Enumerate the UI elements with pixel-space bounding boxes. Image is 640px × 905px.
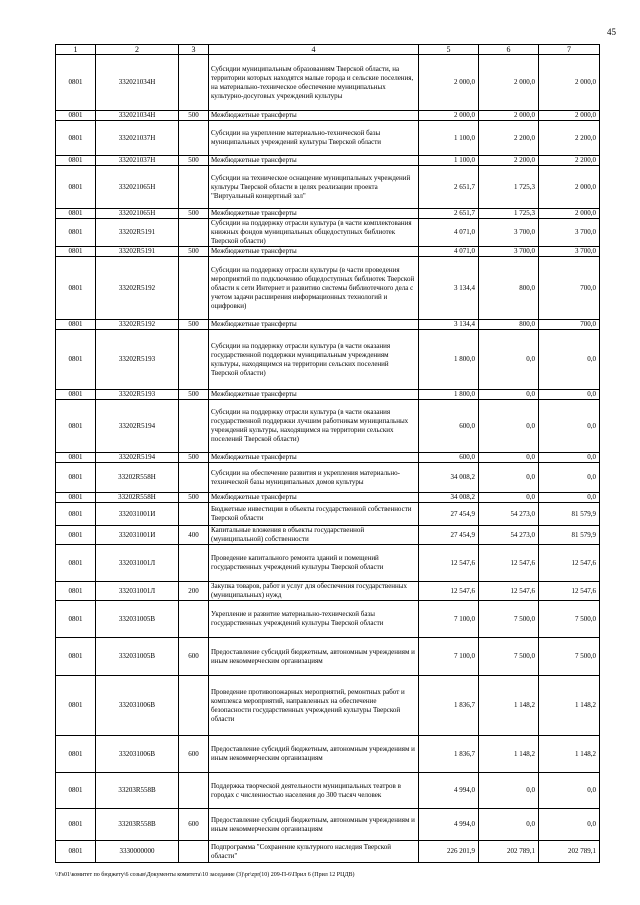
description-cell: Предоставление субсидий бюджетным, автономным учреждениям и иным некоммерческим организациям	[209, 736, 419, 773]
table-row	[56, 400, 600, 453]
target-article-cell: 332031006В	[96, 676, 179, 736]
expense-type-cell: 500	[179, 390, 209, 400]
target-article-cell: 332021037Н	[96, 156, 179, 166]
description-cell: Проведение противопожарных мероприятий, ремонтных работ и комплекса мероприятий, направленных на обеспечение безопасности государственных учреждений культуры Тверской области	[209, 676, 419, 736]
description-cell: Межбюджетные трансферты	[209, 320, 419, 330]
amount-year1-cell: 1 800,0	[419, 330, 479, 390]
amount-year1-cell: 3 134,4	[419, 320, 479, 330]
description-cell: Межбюджетные трансферты	[209, 453, 419, 463]
amount-year2-cell: 54 273,0	[479, 503, 539, 526]
description-cell: Межбюджетные трансферты	[209, 493, 419, 503]
table-row	[56, 156, 600, 166]
target-article-cell: 33202R5191	[96, 219, 179, 247]
amount-year1-cell: 2 651,7	[419, 166, 479, 209]
section-code-cell: 0801	[56, 121, 96, 156]
target-article-cell: 33202R558Н	[96, 463, 179, 493]
amount-year3-cell: 81 579,9	[539, 526, 600, 545]
description-cell: Капитальные вложения в объекты государственной (муниципальной) собственности	[209, 526, 419, 545]
section-code-cell: 0801	[56, 809, 96, 841]
amount-year3-cell: 202 789,1	[539, 841, 600, 863]
amount-year1-cell: 34 008,2	[419, 493, 479, 503]
amount-year2-cell: 1 725,3	[479, 209, 539, 219]
amount-year2-cell: 0,0	[479, 453, 539, 463]
amount-year3-cell: 0,0	[539, 453, 600, 463]
amount-year1-cell: 27 454,9	[419, 503, 479, 526]
target-article-cell: 332021034Н	[96, 111, 179, 121]
amount-year1-cell: 1 836,7	[419, 676, 479, 736]
description-cell: Закупка товаров, работ и услуг для обеспечения государственных (муниципальных) нужд	[209, 582, 419, 601]
target-article-cell: 332031001И	[96, 526, 179, 545]
table-row	[56, 453, 600, 463]
table-row	[56, 463, 600, 493]
description-cell: Предоставление субсидий бюджетным, автономным учреждениям и иным некоммерческим организациям	[209, 638, 419, 676]
description-cell: Субсидии на укрепление материально-технической базы муниципальных учреждений культуры Тверской области	[209, 121, 419, 156]
description-cell: Проведение капитального ремонта зданий и помещений государственных учреждений культуры Тверской области	[209, 545, 419, 582]
header-cell: 7	[539, 45, 600, 55]
table-row	[56, 209, 600, 219]
description-cell: Субсидии на поддержку отрасли культура (в части оказания государственной поддержки муниципальным учреждениям культуры, находящимся на территории сельских поселений Тверской области)	[209, 330, 419, 390]
amount-year1-cell: 4 994,0	[419, 773, 479, 809]
amount-year3-cell: 7 500,0	[539, 638, 600, 676]
header-cell: 2	[96, 45, 179, 55]
target-article-cell: 33203R558В	[96, 773, 179, 809]
table-row	[56, 736, 600, 773]
amount-year3-cell: 0,0	[539, 773, 600, 809]
amount-year3-cell: 81 579,9	[539, 503, 600, 526]
expense-type-cell: 200	[179, 582, 209, 601]
section-code-cell: 0801	[56, 156, 96, 166]
target-article-cell: 33202R5193	[96, 330, 179, 390]
description-cell: Межбюджетные трансферты	[209, 209, 419, 219]
table-row	[56, 330, 600, 390]
amount-year3-cell: 2 200,0	[539, 156, 600, 166]
target-article-cell: 332031001И	[96, 503, 179, 526]
amount-year3-cell: 0,0	[539, 400, 600, 453]
section-code-cell: 0801	[56, 247, 96, 257]
description-cell: Подпрограмма "Сохранение культурного наследия Тверской области"	[209, 841, 419, 863]
table-row	[56, 582, 600, 601]
table-row	[56, 257, 600, 320]
section-code-cell: 0801	[56, 736, 96, 773]
amount-year2-cell: 0,0	[479, 809, 539, 841]
amount-year3-cell: 0,0	[539, 493, 600, 503]
amount-year2-cell: 1 148,2	[479, 736, 539, 773]
target-article-cell: 33202R5192	[96, 257, 179, 320]
amount-year1-cell: 12 547,6	[419, 545, 479, 582]
table-row	[56, 545, 600, 582]
section-code-cell: 0801	[56, 400, 96, 453]
amount-year1-cell: 600,0	[419, 400, 479, 453]
amount-year1-cell: 2 651,7	[419, 209, 479, 219]
table-row	[56, 526, 600, 545]
description-cell: Поддержка творческой деятельности муниципальных театров в городах с численностью населения до 300 тысяч человек	[209, 773, 419, 809]
target-article-cell: 33202R5192	[96, 320, 179, 330]
section-code-cell: 0801	[56, 638, 96, 676]
section-code-cell: 0801	[56, 526, 96, 545]
section-code-cell: 0801	[56, 582, 96, 601]
table-row	[56, 55, 600, 111]
expense-type-cell: 600	[179, 809, 209, 841]
expense-type-cell: 500	[179, 156, 209, 166]
amount-year2-cell: 3 700,0	[479, 219, 539, 247]
section-code-cell: 0801	[56, 841, 96, 863]
section-code-cell: 0801	[56, 166, 96, 209]
expense-type-cell	[179, 330, 209, 390]
section-code-cell: 0801	[56, 601, 96, 638]
table-row	[56, 773, 600, 809]
target-article-cell: 332031001Л	[96, 545, 179, 582]
expense-type-cell: 500	[179, 320, 209, 330]
budget-table	[55, 44, 600, 863]
header-row	[56, 45, 600, 55]
description-cell: Субсидии на обеспечение развития и укрепления материально-технической базы муниципальных домов культуры	[209, 463, 419, 493]
amount-year3-cell: 2 000,0	[539, 166, 600, 209]
description-cell: Бюджетные инвестиции в объекты государственной собственности Тверской области	[209, 503, 419, 526]
amount-year1-cell: 4 071,0	[419, 219, 479, 247]
header-cell: 3	[179, 45, 209, 55]
description-cell: Укрепление и развитие материально-технической базы государственных учреждений культуры Тверской области	[209, 601, 419, 638]
section-code-cell: 0801	[56, 257, 96, 320]
description-cell: Межбюджетные трансферты	[209, 390, 419, 400]
description-cell: Субсидии муниципальным образованиям Тверской области, на территории которых находятся малые города и сельские поселения, на материально-техническое обеспечение муниципальных культурно-досуговых учреждений культуры	[209, 55, 419, 111]
expense-type-cell	[179, 219, 209, 247]
amount-year3-cell: 3 700,0	[539, 247, 600, 257]
section-code-cell: 0801	[56, 676, 96, 736]
amount-year2-cell: 202 789,1	[479, 841, 539, 863]
table-row	[56, 166, 600, 209]
expense-type-cell: 500	[179, 111, 209, 121]
amount-year2-cell: 7 500,0	[479, 601, 539, 638]
amount-year2-cell: 12 547,6	[479, 582, 539, 601]
table-row	[56, 601, 600, 638]
description-cell: Субсидии на поддержку отрасли культура (в части оказания государственной поддержки лучшим работникам муниципальных учреждений культуры, находящимся на территории сельских поселений Тверской области)	[209, 400, 419, 453]
expense-type-cell: 500	[179, 209, 209, 219]
amount-year3-cell: 7 500,0	[539, 601, 600, 638]
target-article-cell: 332031006В	[96, 736, 179, 773]
amount-year2-cell: 2 200,0	[479, 156, 539, 166]
expense-type-cell	[179, 601, 209, 638]
table-row	[56, 320, 600, 330]
header-cell: 1	[56, 45, 96, 55]
amount-year1-cell: 226 201,9	[419, 841, 479, 863]
expense-type-cell: 500	[179, 453, 209, 463]
amount-year1-cell: 2 000,0	[419, 111, 479, 121]
target-article-cell: 332021065Н	[96, 209, 179, 219]
target-article-cell: 33202R5193	[96, 390, 179, 400]
amount-year2-cell: 2 000,0	[479, 111, 539, 121]
header-cell: 6	[479, 45, 539, 55]
section-code-cell: 0801	[56, 545, 96, 582]
amount-year1-cell: 7 100,0	[419, 638, 479, 676]
amount-year2-cell: 800,0	[479, 320, 539, 330]
amount-year1-cell: 2 000,0	[419, 55, 479, 111]
section-code-cell: 0801	[56, 503, 96, 526]
expense-type-cell	[179, 400, 209, 453]
header-cell: 4	[209, 45, 419, 55]
amount-year1-cell: 3 134,4	[419, 257, 479, 320]
expense-type-cell	[179, 503, 209, 526]
table-row	[56, 809, 600, 841]
target-article-cell: 3330000000	[96, 841, 179, 863]
expense-type-cell	[179, 676, 209, 736]
amount-year3-cell: 1 148,2	[539, 676, 600, 736]
amount-year2-cell: 12 547,6	[479, 545, 539, 582]
table-row	[56, 219, 600, 247]
description-cell: Предоставление субсидий бюджетным, автономным учреждениям и иным некоммерческим организациям	[209, 809, 419, 841]
section-code-cell: 0801	[56, 453, 96, 463]
expense-type-cell	[179, 463, 209, 493]
target-article-cell: 332031005В	[96, 638, 179, 676]
description-cell: Субсидии на техническое оснащение муниципальных учреждений культуры Тверской области в целях реализации проекта "Виртуальный концертный зал"	[209, 166, 419, 209]
amount-year3-cell: 0,0	[539, 809, 600, 841]
amount-year3-cell: 3 700,0	[539, 219, 600, 247]
section-code-cell: 0801	[56, 209, 96, 219]
target-article-cell: 33202R558Н	[96, 493, 179, 503]
section-code-cell: 0801	[56, 390, 96, 400]
amount-year1-cell: 1 800,0	[419, 390, 479, 400]
target-article-cell: 332031001Л	[96, 582, 179, 601]
amount-year3-cell: 2 000,0	[539, 209, 600, 219]
amount-year1-cell: 1 836,7	[419, 736, 479, 773]
expense-type-cell	[179, 841, 209, 863]
amount-year2-cell: 7 500,0	[479, 638, 539, 676]
target-article-cell: 332021065Н	[96, 166, 179, 209]
amount-year2-cell: 2 200,0	[479, 121, 539, 156]
table-row	[56, 390, 600, 400]
target-article-cell: 33202R5191	[96, 247, 179, 257]
table-row	[56, 841, 600, 863]
section-code-cell: 0801	[56, 493, 96, 503]
table-row	[56, 676, 600, 736]
description-cell: Субсидии на поддержку отрасли культуры (в части проведения мероприятий по подключению общедоступных библиотек Тверской области к сети Интернет и развитию системы библиотечного дела с учетом задачи расширения информационных технологий и оцифровки)	[209, 257, 419, 320]
description-cell: Субсидии на поддержку отрасли культура (в части комплектования книжных фондов муниципальных общедоступных библиотек Тверской области)	[209, 219, 419, 247]
expense-type-cell: 600	[179, 638, 209, 676]
section-code-cell: 0801	[56, 111, 96, 121]
amount-year1-cell: 27 454,9	[419, 526, 479, 545]
amount-year3-cell: 2 000,0	[539, 111, 600, 121]
table-row	[56, 121, 600, 156]
amount-year3-cell: 700,0	[539, 320, 600, 330]
file-path-footer: \\Fs01\комитет по бюджету\6 созыв\Документы комитета\10 заседание (3)\pr\zpr(10) 209-П-6\Прил 6 (Прил 12 РЦДВ)	[55, 872, 355, 878]
amount-year3-cell: 2 000,0	[539, 55, 600, 111]
section-code-cell: 0801	[56, 463, 96, 493]
amount-year3-cell: 700,0	[539, 257, 600, 320]
target-article-cell: 332031005В	[96, 601, 179, 638]
amount-year1-cell: 1 100,0	[419, 156, 479, 166]
expense-type-cell	[179, 121, 209, 156]
description-cell: Межбюджетные трансферты	[209, 111, 419, 121]
amount-year1-cell: 1 100,0	[419, 121, 479, 156]
amount-year3-cell: 2 200,0	[539, 121, 600, 156]
page-number: 45	[607, 27, 616, 37]
section-code-cell: 0801	[56, 320, 96, 330]
amount-year1-cell: 34 008,2	[419, 463, 479, 493]
amount-year1-cell: 12 547,6	[419, 582, 479, 601]
expense-type-cell	[179, 773, 209, 809]
amount-year2-cell: 54 273,0	[479, 526, 539, 545]
expense-type-cell	[179, 166, 209, 209]
expense-type-cell	[179, 545, 209, 582]
target-article-cell: 332021034Н	[96, 55, 179, 111]
table-row	[56, 503, 600, 526]
amount-year1-cell: 4 994,0	[419, 809, 479, 841]
amount-year3-cell: 0,0	[539, 390, 600, 400]
description-cell: Межбюджетные трансферты	[209, 247, 419, 257]
table-row	[56, 638, 600, 676]
target-article-cell: 33202R5194	[96, 453, 179, 463]
amount-year2-cell: 0,0	[479, 390, 539, 400]
amount-year2-cell: 0,0	[479, 463, 539, 493]
amount-year2-cell: 800,0	[479, 257, 539, 320]
header-cell: 5	[419, 45, 479, 55]
target-article-cell: 332021037Н	[96, 121, 179, 156]
section-code-cell: 0801	[56, 219, 96, 247]
amount-year3-cell: 1 148,2	[539, 736, 600, 773]
table-row	[56, 493, 600, 503]
target-article-cell: 33202R5194	[96, 400, 179, 453]
section-code-cell: 0801	[56, 773, 96, 809]
amount-year2-cell: 0,0	[479, 773, 539, 809]
amount-year2-cell: 0,0	[479, 493, 539, 503]
amount-year2-cell: 1 148,2	[479, 676, 539, 736]
amount-year3-cell: 0,0	[539, 330, 600, 390]
expense-type-cell	[179, 257, 209, 320]
description-cell: Межбюджетные трансферты	[209, 156, 419, 166]
section-code-cell: 0801	[56, 55, 96, 111]
amount-year1-cell: 4 071,0	[419, 247, 479, 257]
section-code-cell: 0801	[56, 330, 96, 390]
amount-year2-cell: 2 000,0	[479, 55, 539, 111]
table-row	[56, 111, 600, 121]
expense-type-cell: 500	[179, 493, 209, 503]
amount-year2-cell: 3 700,0	[479, 247, 539, 257]
amount-year2-cell: 1 725,3	[479, 166, 539, 209]
table-row	[56, 247, 600, 257]
amount-year1-cell: 7 100,0	[419, 601, 479, 638]
expense-type-cell	[179, 55, 209, 111]
amount-year3-cell: 0,0	[539, 463, 600, 493]
expense-type-cell: 500	[179, 247, 209, 257]
amount-year2-cell: 0,0	[479, 330, 539, 390]
target-article-cell: 33203R558В	[96, 809, 179, 841]
amount-year2-cell: 0,0	[479, 400, 539, 453]
amount-year3-cell: 12 547,6	[539, 545, 600, 582]
expense-type-cell: 400	[179, 526, 209, 545]
amount-year1-cell: 600,0	[419, 453, 479, 463]
expense-type-cell: 600	[179, 736, 209, 773]
amount-year3-cell: 12 547,6	[539, 582, 600, 601]
